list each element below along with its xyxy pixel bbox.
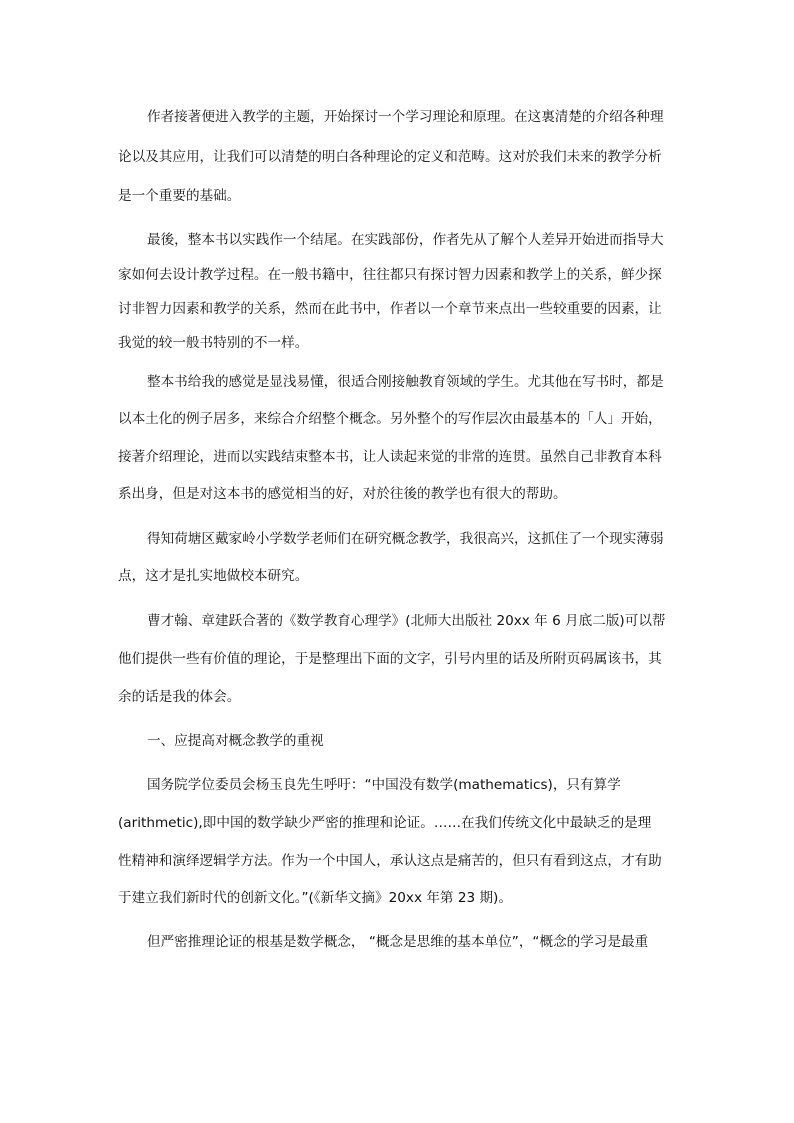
paragraph-3-line-3: 接著介绍理论，进而以实践结束整本书，让人读起来觉的非常的连贯。虽然自己非教育本科 — [118, 449, 662, 465]
paragraph-3-line-4: 系出身，但是对这本书的感觉相当的好，对於往後的教学也有很大的帮助。 — [118, 486, 567, 502]
paragraph-1-line-2: 论以及其应用，让我们可以清楚的明白各种理论的定义和范畴。这对於我们未来的教学分析 — [118, 149, 662, 165]
paragraph-6-line-3: 性精神和演绎逻辑学方法。作为一个中国人，承认这点是痛苦的，但只有看到这点，才有助 — [118, 853, 662, 869]
paragraph-6-line-1: 国务院学位委员会杨玉良先生呼吁：“中国没有数学(mathematics)，只有算学 — [147, 777, 621, 793]
paragraph-4-line-2: 点，这才是扎实地做校本研究。 — [118, 568, 309, 584]
paragraph-5-line-1: 曹才翰、章建跃合著的《数学教育心理学》(北师大出版社 20xx 年 6 月底二版)可以帮 — [147, 613, 666, 629]
paragraph-5-line-2: 他们提供一些有价值的理论，于是整理出下面的文字，引号内里的话及所附页码属该书，其 — [118, 651, 662, 667]
paragraph-7-line-1: 但严密推理论证的根基是数学概念， “概念是思维的基本单位”，“概念的学习是最重 — [147, 934, 649, 950]
paragraph-3-line-1: 整本书给我的感觉是显浅易懂，很适合刚接触教育领域的学生。尤其他在写书时，都是 — [147, 374, 664, 390]
paragraph-3-line-2: 以本土化的例子居多，来综合介绍整个概念。另外整个的写作层次由最基本的「人」开始， — [118, 411, 662, 427]
paragraph-5-line-3: 余的话是我的体会。 — [118, 689, 241, 705]
paragraph-4-line-1: 得知荷塘区戴家岭小学数学老师们在研究概念教学，我很高兴，这抓住了一个现实薄弱 — [147, 531, 664, 547]
paragraph-2-line-2: 家如何去设计教学过程。在一般书籍中，往往都只有探讨智力因素和教学上的关系，鲜少探 — [118, 267, 662, 283]
paragraph-1-line-1: 作者接著便进入教学的主题，开始探讨一个学习理论和原理。在这裏清楚的介绍各种理 — [147, 109, 664, 125]
paragraph-2-line-3: 讨非智力因素和教学的关系，然而在此书中，作者以一个章节来点出一些较重要的因素，让 — [118, 301, 662, 317]
section-heading: 一、应提高对概念教学的重视 — [147, 733, 324, 749]
paragraph-6-line-2: (arithmetic),即中国的数学缺少严密的推理和论证。……在我们传统文化中最缺乏的是理 — [118, 815, 652, 831]
paragraph-1-line-3: 是一个重要的基础。 — [118, 188, 241, 204]
paragraph-2-line-4: 我觉的较一般书特别的不一样。 — [118, 335, 309, 351]
paragraph-2-line-1: 最後，整本书以实践作一个结尾。在实践部份，作者先从了解个人差异开始进而指导大 — [147, 232, 664, 248]
paragraph-6-line-4: 于建立我们新时代的创新文化。”(《新华文摘》20xx 年第 23 期)。 — [118, 890, 512, 906]
